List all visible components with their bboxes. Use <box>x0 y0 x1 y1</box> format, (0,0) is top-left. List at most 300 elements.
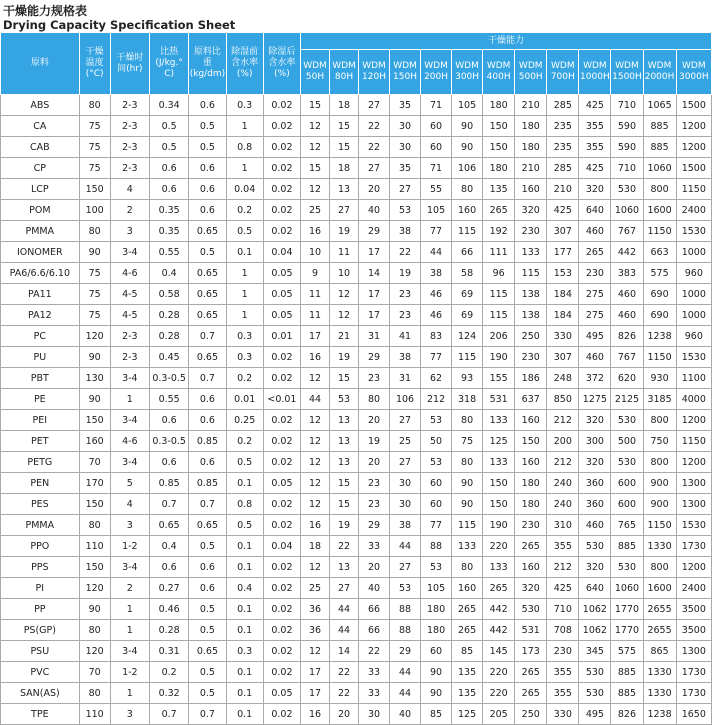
header-model: WDM 1500H <box>611 50 643 95</box>
table-cell: 0.04 <box>263 536 300 557</box>
spec-table <box>0 32 712 725</box>
table-cell: 0.28 <box>149 305 188 326</box>
table-cell: 90 <box>452 116 483 137</box>
table-cell: 531 <box>515 620 547 641</box>
table-cell: 80 <box>79 620 110 641</box>
table-cell: 575 <box>643 263 676 284</box>
table-cell: 12 <box>301 641 330 662</box>
table-cell: 135 <box>483 179 515 200</box>
table-cell: 0.01 <box>263 326 300 347</box>
table-cell: 1 <box>110 683 149 704</box>
table-cell: 90 <box>79 599 110 620</box>
table-cell: 80 <box>452 179 483 200</box>
table-cell: 53 <box>390 200 421 221</box>
table-cell: 383 <box>611 263 643 284</box>
table-cell: 210 <box>515 158 547 179</box>
table-row <box>1 578 712 599</box>
table-cell: 115 <box>483 305 515 326</box>
table-cell: 160 <box>515 179 547 200</box>
table-cell: 4 <box>110 179 149 200</box>
table-cell: 0.02 <box>263 158 300 179</box>
table-cell: 2-3 <box>110 137 149 158</box>
table-cell: 0.28 <box>149 620 188 641</box>
material-cell: PET <box>1 431 80 452</box>
table-cell: 77 <box>421 515 452 536</box>
table-cell: 0.5 <box>226 515 263 536</box>
title-block <box>0 0 713 32</box>
table-cell: 5 <box>110 473 149 494</box>
table-cell: 22 <box>358 116 389 137</box>
table-cell: 235 <box>547 137 579 158</box>
table-cell: 345 <box>579 641 611 662</box>
table-cell: 90 <box>452 137 483 158</box>
table-cell: 530 <box>611 452 643 473</box>
table-row <box>1 515 712 536</box>
table-cell: 66 <box>452 242 483 263</box>
table-cell: 0.2 <box>226 368 263 389</box>
table-cell: 310 <box>547 515 579 536</box>
table-cell: 90 <box>79 242 110 263</box>
table-cell: 3500 <box>676 620 711 641</box>
header-model: WDM 1000H <box>579 50 611 95</box>
table-cell: 160 <box>452 578 483 599</box>
table-cell: 307 <box>547 221 579 242</box>
table-cell: 106 <box>390 389 421 410</box>
table-cell: 320 <box>515 578 547 599</box>
table-cell: 0.25 <box>226 410 263 431</box>
table-row <box>1 95 712 116</box>
table-cell: 90 <box>452 473 483 494</box>
table-cell: 4-5 <box>110 305 149 326</box>
table-cell: 23 <box>390 305 421 326</box>
table-cell: 17 <box>301 326 330 347</box>
table-cell: 0.2 <box>149 662 188 683</box>
table-cell: 177 <box>547 242 579 263</box>
table-cell: 23 <box>358 494 389 515</box>
header-model: WDM 300H <box>452 50 483 95</box>
table-cell: 75 <box>79 116 110 137</box>
table-cell: 1062 <box>579 620 611 641</box>
table-cell: 0.4 <box>226 578 263 599</box>
table-cell: 530 <box>579 536 611 557</box>
table-row <box>1 494 712 515</box>
material-cell: PS(GP) <box>1 620 80 641</box>
table-cell: 3-4 <box>110 242 149 263</box>
table-cell: 27 <box>330 200 359 221</box>
table-cell: 767 <box>611 221 643 242</box>
table-cell: 0.3 <box>226 95 263 116</box>
table-body <box>1 95 712 725</box>
table-header <box>1 33 712 95</box>
table-cell: 115 <box>483 284 515 305</box>
table-cell: 0.3 <box>226 326 263 347</box>
table-cell: 0.65 <box>189 284 226 305</box>
table-cell: 105 <box>421 200 452 221</box>
table-cell: 1 <box>110 599 149 620</box>
table-cell: 663 <box>643 242 676 263</box>
table-cell: 88 <box>390 599 421 620</box>
table-cell: 20 <box>358 452 389 473</box>
table-cell: 40 <box>358 578 389 599</box>
table-cell: 15 <box>301 95 330 116</box>
table-cell: 285 <box>547 95 579 116</box>
table-cell: 0.6 <box>189 179 226 200</box>
table-cell: 27 <box>390 557 421 578</box>
table-cell: 1000 <box>676 305 711 326</box>
table-cell: 12 <box>301 494 330 515</box>
table-cell: 0.7 <box>189 326 226 347</box>
table-cell: 3-4 <box>110 452 149 473</box>
table-cell: 425 <box>547 200 579 221</box>
table-cell: 1238 <box>643 326 676 347</box>
table-cell: 15 <box>330 368 359 389</box>
table-cell: 1500 <box>676 158 711 179</box>
table-cell: 180 <box>483 95 515 116</box>
table-cell: 885 <box>611 683 643 704</box>
material-cell: PU <box>1 347 80 368</box>
table-row <box>1 347 712 368</box>
material-cell: IONOMER <box>1 242 80 263</box>
table-cell: 220 <box>483 683 515 704</box>
table-cell: 120 <box>79 578 110 599</box>
table-cell: 0.5 <box>149 137 188 158</box>
table-cell: 265 <box>515 683 547 704</box>
table-cell: 1 <box>226 263 263 284</box>
table-cell: 18 <box>330 158 359 179</box>
material-cell: CA <box>1 116 80 137</box>
table-row <box>1 137 712 158</box>
table-cell: 11 <box>301 284 330 305</box>
table-cell: 130 <box>79 368 110 389</box>
table-cell: 0.3-0.5 <box>149 368 188 389</box>
table-cell: 120 <box>79 641 110 662</box>
table-cell: 135 <box>452 683 483 704</box>
table-cell: 0.34 <box>149 95 188 116</box>
table-cell: 2-3 <box>110 158 149 179</box>
table-cell: 0.5 <box>189 137 226 158</box>
table-cell: 105 <box>421 578 452 599</box>
table-cell: 35 <box>390 158 421 179</box>
table-cell: 2655 <box>643 620 676 641</box>
table-cell: 0.46 <box>149 599 188 620</box>
table-cell: 0.3-0.5 <box>149 431 188 452</box>
table-row <box>1 242 712 263</box>
table-cell: 0.02 <box>263 515 300 536</box>
table-cell: 138 <box>515 284 547 305</box>
table-cell: 0.1 <box>226 683 263 704</box>
table-cell: 66 <box>358 620 389 641</box>
table-cell: 355 <box>547 662 579 683</box>
table-cell: 18 <box>301 536 330 557</box>
table-row <box>1 305 712 326</box>
table-cell: 1 <box>226 116 263 137</box>
table-cell: 1650 <box>676 704 711 725</box>
table-cell: 150 <box>515 431 547 452</box>
table-cell: 0.7 <box>189 494 226 515</box>
table-cell: 180 <box>515 494 547 515</box>
table-cell: 19 <box>330 221 359 242</box>
table-cell: 30 <box>390 137 421 158</box>
header-moisture-before: 除湿前 含水率 (%) <box>226 33 263 95</box>
table-cell: 750 <box>643 431 676 452</box>
table-cell: 27 <box>358 158 389 179</box>
table-cell: 460 <box>579 515 611 536</box>
table-cell: 30 <box>390 116 421 137</box>
table-cell: 0.04 <box>263 242 300 263</box>
table-row <box>1 368 712 389</box>
table-cell: 930 <box>643 368 676 389</box>
table-cell: 80 <box>452 452 483 473</box>
table-cell: 115 <box>452 221 483 242</box>
table-cell: 16 <box>301 347 330 368</box>
table-cell: 230 <box>515 347 547 368</box>
table-cell: 46 <box>421 305 452 326</box>
table-cell: 3500 <box>676 599 711 620</box>
material-cell: LCP <box>1 179 80 200</box>
table-cell: 0.5 <box>226 452 263 473</box>
table-cell: 16 <box>301 704 330 725</box>
table-cell: 133 <box>515 242 547 263</box>
table-cell: 1300 <box>676 641 711 662</box>
table-cell: 0.02 <box>263 200 300 221</box>
table-cell: 77 <box>421 221 452 242</box>
material-cell: PA12 <box>1 305 80 326</box>
table-cell: 3-4 <box>110 410 149 431</box>
table-cell: 85 <box>421 704 452 725</box>
table-cell: 0.5 <box>226 221 263 242</box>
table-cell: 212 <box>547 557 579 578</box>
table-cell: 865 <box>643 641 676 662</box>
header-bulk-density: 原料比 重 (kg/dm) <box>189 33 226 95</box>
material-cell: PEN <box>1 473 80 494</box>
table-cell: 12 <box>301 473 330 494</box>
table-cell: 160 <box>79 431 110 452</box>
table-cell: 765 <box>611 515 643 536</box>
table-cell: 0.6 <box>189 158 226 179</box>
table-cell: 1 <box>110 620 149 641</box>
material-cell: PC <box>1 326 80 347</box>
table-cell: 38 <box>421 263 452 284</box>
table-cell: 80 <box>79 515 110 536</box>
table-cell: 220 <box>483 662 515 683</box>
table-cell: 1500 <box>676 95 711 116</box>
table-cell: 53 <box>421 410 452 431</box>
table-cell: 1150 <box>643 515 676 536</box>
table-cell: 0.1 <box>226 473 263 494</box>
table-cell: 3-4 <box>110 557 149 578</box>
table-cell: 285 <box>547 158 579 179</box>
table-cell: 29 <box>358 221 389 242</box>
table-cell: 80 <box>358 389 389 410</box>
header-drying-time: 干燥时 间(hr) <box>110 33 149 95</box>
table-cell: 0.4 <box>149 536 188 557</box>
material-cell: PPS <box>1 557 80 578</box>
table-cell: 210 <box>515 95 547 116</box>
table-cell: 1200 <box>676 410 711 431</box>
header-model: WDM 500H <box>515 50 547 95</box>
table-cell: 1300 <box>676 473 711 494</box>
table-cell: 10 <box>330 263 359 284</box>
table-cell: 0.85 <box>149 473 188 494</box>
material-cell: PSU <box>1 641 80 662</box>
table-cell: 0.02 <box>263 662 300 683</box>
table-cell: 90 <box>421 662 452 683</box>
table-cell: 13 <box>330 410 359 431</box>
table-cell: 160 <box>515 410 547 431</box>
table-cell: 75 <box>79 284 110 305</box>
material-cell: ABS <box>1 95 80 116</box>
table-cell: 150 <box>483 137 515 158</box>
table-cell: 531 <box>483 389 515 410</box>
table-cell: 0.3 <box>226 641 263 662</box>
table-cell: 0.7 <box>149 494 188 515</box>
table-cell: 320 <box>579 179 611 200</box>
table-cell: 1530 <box>676 347 711 368</box>
table-cell: 230 <box>515 515 547 536</box>
title-chinese: 干燥能力规格表 <box>3 4 88 18</box>
table-cell: 0.7 <box>189 704 226 725</box>
table-cell: 33 <box>358 536 389 557</box>
table-cell: 1600 <box>643 200 676 221</box>
table-cell: 240 <box>547 473 579 494</box>
table-row <box>1 536 712 557</box>
table-row <box>1 263 712 284</box>
table-cell: 55 <box>421 179 452 200</box>
table-cell: 20 <box>358 410 389 431</box>
table-cell: 210 <box>547 179 579 200</box>
table-cell: 460 <box>611 284 643 305</box>
table-cell: 27 <box>330 578 359 599</box>
table-cell: 17 <box>358 305 389 326</box>
table-row <box>1 704 712 725</box>
table-cell: 620 <box>611 368 643 389</box>
table-row <box>1 641 712 662</box>
table-cell: 44 <box>421 242 452 263</box>
table-cell: 27 <box>390 452 421 473</box>
table-cell: 206 <box>483 326 515 347</box>
table-cell: 12 <box>301 137 330 158</box>
table-cell: 10 <box>301 242 330 263</box>
table-cell: 0.85 <box>189 473 226 494</box>
table-cell: 80 <box>452 557 483 578</box>
table-cell: 22 <box>358 137 389 158</box>
table-cell: 16 <box>301 515 330 536</box>
table-cell: 70 <box>79 662 110 683</box>
table-cell: 0.02 <box>263 452 300 473</box>
table-cell: 21 <box>330 326 359 347</box>
table-cell: 530 <box>579 662 611 683</box>
material-cell: PVC <box>1 662 80 683</box>
table-cell: 90 <box>421 683 452 704</box>
table-cell: 9 <box>301 263 330 284</box>
table-cell: 0.5 <box>149 116 188 137</box>
table-cell: 180 <box>515 116 547 137</box>
material-cell: PA11 <box>1 284 80 305</box>
table-row <box>1 683 712 704</box>
table-cell: 590 <box>611 137 643 158</box>
table-cell: 0.5 <box>189 662 226 683</box>
table-cell: 0.3 <box>226 347 263 368</box>
table-cell: 15 <box>330 137 359 158</box>
table-cell: 0.02 <box>263 347 300 368</box>
table-cell: 133 <box>452 536 483 557</box>
table-cell: 23 <box>390 284 421 305</box>
table-cell: 88 <box>390 620 421 641</box>
table-cell: 0.1 <box>226 704 263 725</box>
table-cell: 170 <box>79 473 110 494</box>
table-cell: 40 <box>390 704 421 725</box>
material-cell: PEI <box>1 410 80 431</box>
table-cell: 1 <box>226 305 263 326</box>
table-cell: 1 <box>226 284 263 305</box>
table-cell: 31 <box>358 326 389 347</box>
table-cell: 150 <box>483 116 515 137</box>
table-cell: 12 <box>301 368 330 389</box>
table-cell: 885 <box>611 662 643 683</box>
table-cell: 320 <box>579 557 611 578</box>
table-cell: 0.1 <box>226 557 263 578</box>
table-cell: 0.02 <box>263 620 300 641</box>
table-cell: 19 <box>330 515 359 536</box>
table-cell: 11 <box>301 305 330 326</box>
table-cell: 0.65 <box>189 221 226 242</box>
table-cell: 0.65 <box>149 515 188 536</box>
table-row <box>1 452 712 473</box>
table-cell: 0.1 <box>226 599 263 620</box>
table-cell: 13 <box>330 431 359 452</box>
title-english: Drying Capacity Specification Sheet <box>3 18 236 32</box>
table-cell: 150 <box>79 410 110 431</box>
table-cell: 265 <box>515 662 547 683</box>
material-cell: CP <box>1 158 80 179</box>
table-cell: 530 <box>515 599 547 620</box>
table-cell: 90 <box>452 494 483 515</box>
table-cell: 160 <box>452 200 483 221</box>
table-cell: 0.55 <box>149 242 188 263</box>
table-cell: 110 <box>79 536 110 557</box>
table-cell: 66 <box>358 599 389 620</box>
table-cell: 2 <box>110 200 149 221</box>
table-cell: 20 <box>358 557 389 578</box>
table-cell: 826 <box>611 326 643 347</box>
table-cell: 355 <box>579 116 611 137</box>
table-cell: 265 <box>483 578 515 599</box>
table-cell: 0.85 <box>189 431 226 452</box>
table-cell: 372 <box>579 368 611 389</box>
table-cell: 75 <box>452 431 483 452</box>
table-cell: 4000 <box>676 389 711 410</box>
table-cell: 83 <box>421 326 452 347</box>
material-cell: SAN(AS) <box>1 683 80 704</box>
table-cell: 150 <box>79 494 110 515</box>
table-cell: 960 <box>676 326 711 347</box>
material-cell: CAB <box>1 137 80 158</box>
material-cell: PPO <box>1 536 80 557</box>
table-cell: 2 <box>110 578 149 599</box>
table-cell: 0.27 <box>149 578 188 599</box>
table-cell: 0.05 <box>263 473 300 494</box>
table-cell: 36 <box>301 620 330 641</box>
material-cell: PMMA <box>1 515 80 536</box>
table-cell: 425 <box>579 95 611 116</box>
table-cell: 15 <box>330 494 359 515</box>
header-model: WDM 150H <box>390 50 421 95</box>
header-moisture-after: 除湿后 含水率 (%) <box>263 33 300 95</box>
header-model: WDM 200H <box>421 50 452 95</box>
table-cell: 0.6 <box>189 389 226 410</box>
material-cell: PP <box>1 599 80 620</box>
table-cell: 1730 <box>676 536 711 557</box>
